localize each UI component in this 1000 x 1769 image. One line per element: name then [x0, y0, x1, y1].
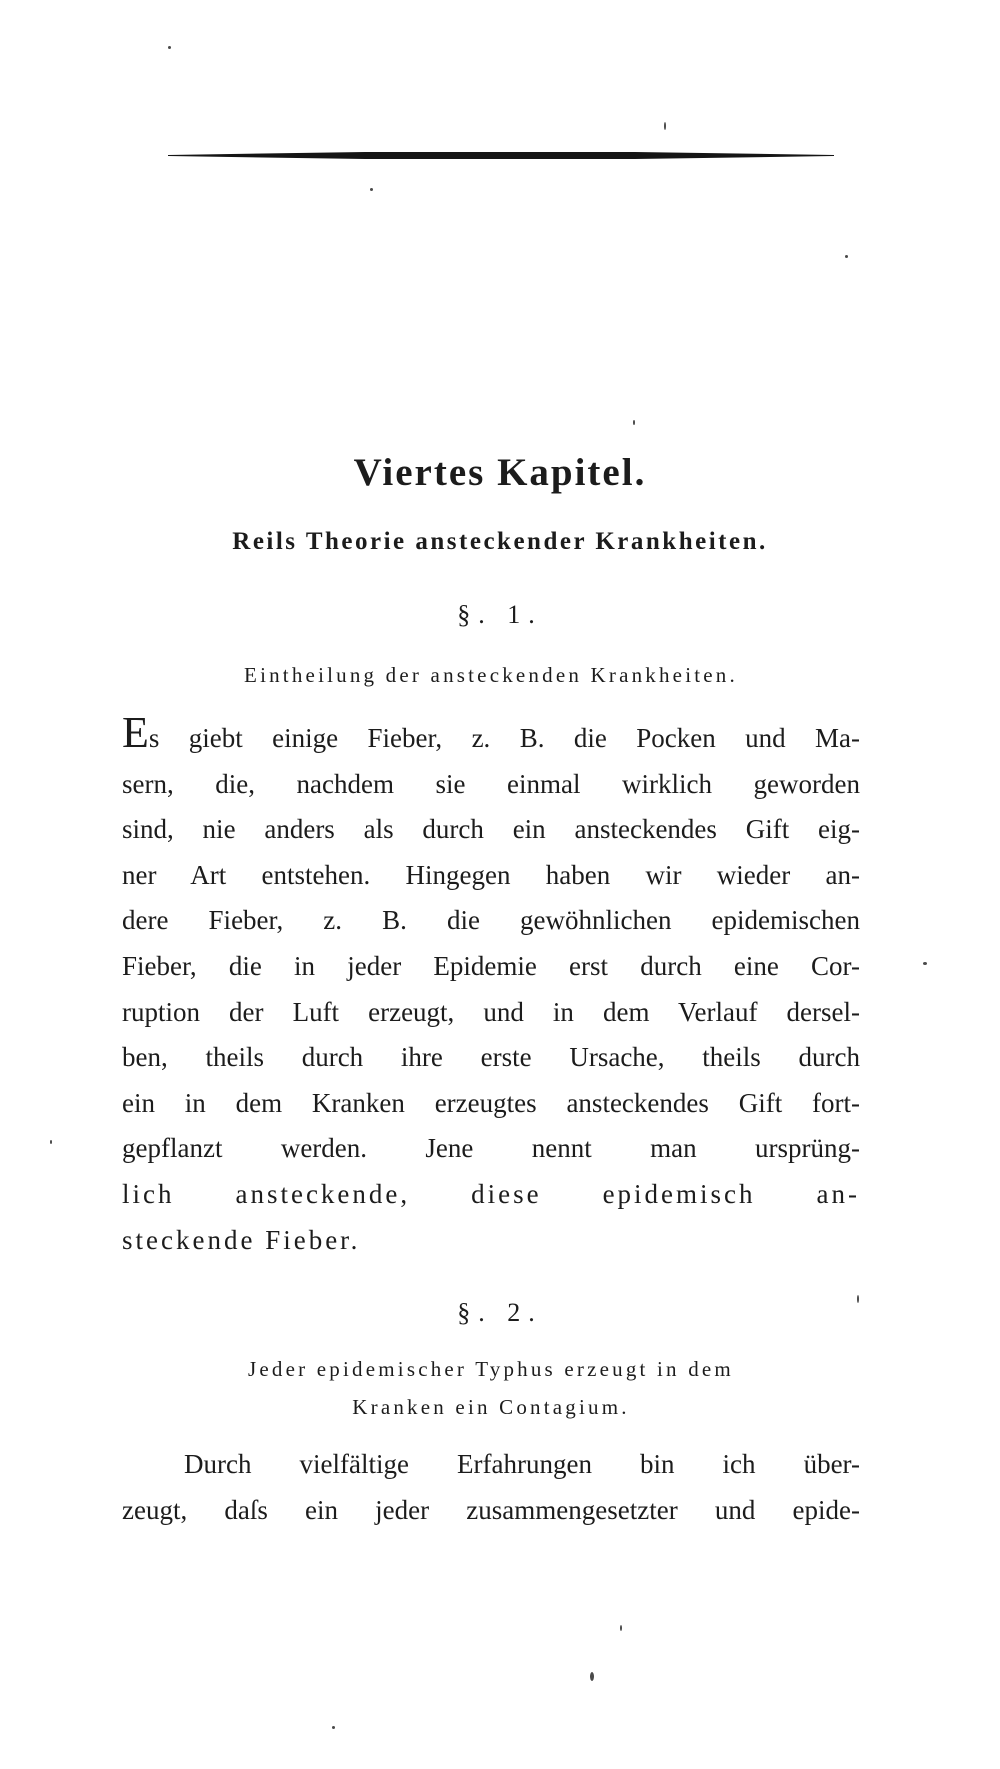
text-line: dere Fieber, z. B. die gewöhnlichen epidemischen — [122, 905, 860, 936]
text-line: ner Art entstehen. Hingegen haben wir wieder an- — [122, 859, 860, 890]
ink-speck — [332, 1726, 335, 1729]
text-line: steckende Fieber. — [122, 1224, 361, 1255]
chapter-title: Viertes Kapitel. — [353, 451, 647, 494]
drop-initial: E — [122, 708, 149, 757]
ink-speck — [168, 46, 171, 49]
section-2-paragraph — [122, 1442, 860, 1533]
chapter-subtitle: Reils Theorie ansteckender Krankheiten. — [232, 528, 768, 555]
text-line: Es giebt einige Fieber, z. B. die Pocken und Ma- — [122, 708, 860, 757]
text-line: ben, theils durch ihre erste Ursache, theils durch — [122, 1042, 860, 1073]
text-line: ruption der Luft erzeugt, und in dem Verlauf dersel- — [122, 996, 860, 1027]
text-line: zeugt, daſs ein jeder zusammengesetzter und epide- — [122, 1494, 860, 1525]
ink-speck — [590, 1672, 594, 1681]
text-line: sern, die, nachdem sie einmal wirklich geworden — [122, 768, 860, 799]
section-heading-1: Eintheilung der ansteckenden Krankheiten. — [244, 663, 738, 687]
ink-speck — [845, 255, 848, 258]
ink-speck — [50, 1140, 52, 1144]
text-line: lich ansteckende, diese epidemisch an- — [122, 1178, 860, 1209]
ink-speck — [370, 188, 373, 191]
ink-speck — [633, 420, 635, 425]
text-line: Fieber, die in jeder Epidemie erst durch eine Cor- — [122, 950, 860, 981]
text-line: Durch vielfältige Erfahrungen bin ich über- — [184, 1449, 860, 1479]
section-1-paragraph — [122, 708, 860, 1263]
text-line: sind, nie anders als durch ein ansteckendes Gift eig- — [122, 814, 860, 845]
heading-line: Kranken ein Contagium. — [352, 1395, 630, 1419]
text-line: ein in dem Kranken erzeugtes ansteckendes Gift fort- — [122, 1087, 860, 1118]
section-mark-2: §. 2. — [457, 1298, 543, 1327]
section-mark-1: §. 1. — [457, 600, 543, 629]
ink-speck — [620, 1625, 622, 1631]
ink-speck — [923, 962, 927, 965]
ink-speck — [664, 122, 666, 130]
section-heading-2 — [122, 1350, 860, 1426]
text-line: gepflanzt werden. Jene nennt man ursprüng- — [122, 1133, 860, 1164]
decorative-rule — [168, 150, 834, 161]
heading-line: Jeder epidemischer Typhus erzeugt in dem — [248, 1357, 734, 1381]
